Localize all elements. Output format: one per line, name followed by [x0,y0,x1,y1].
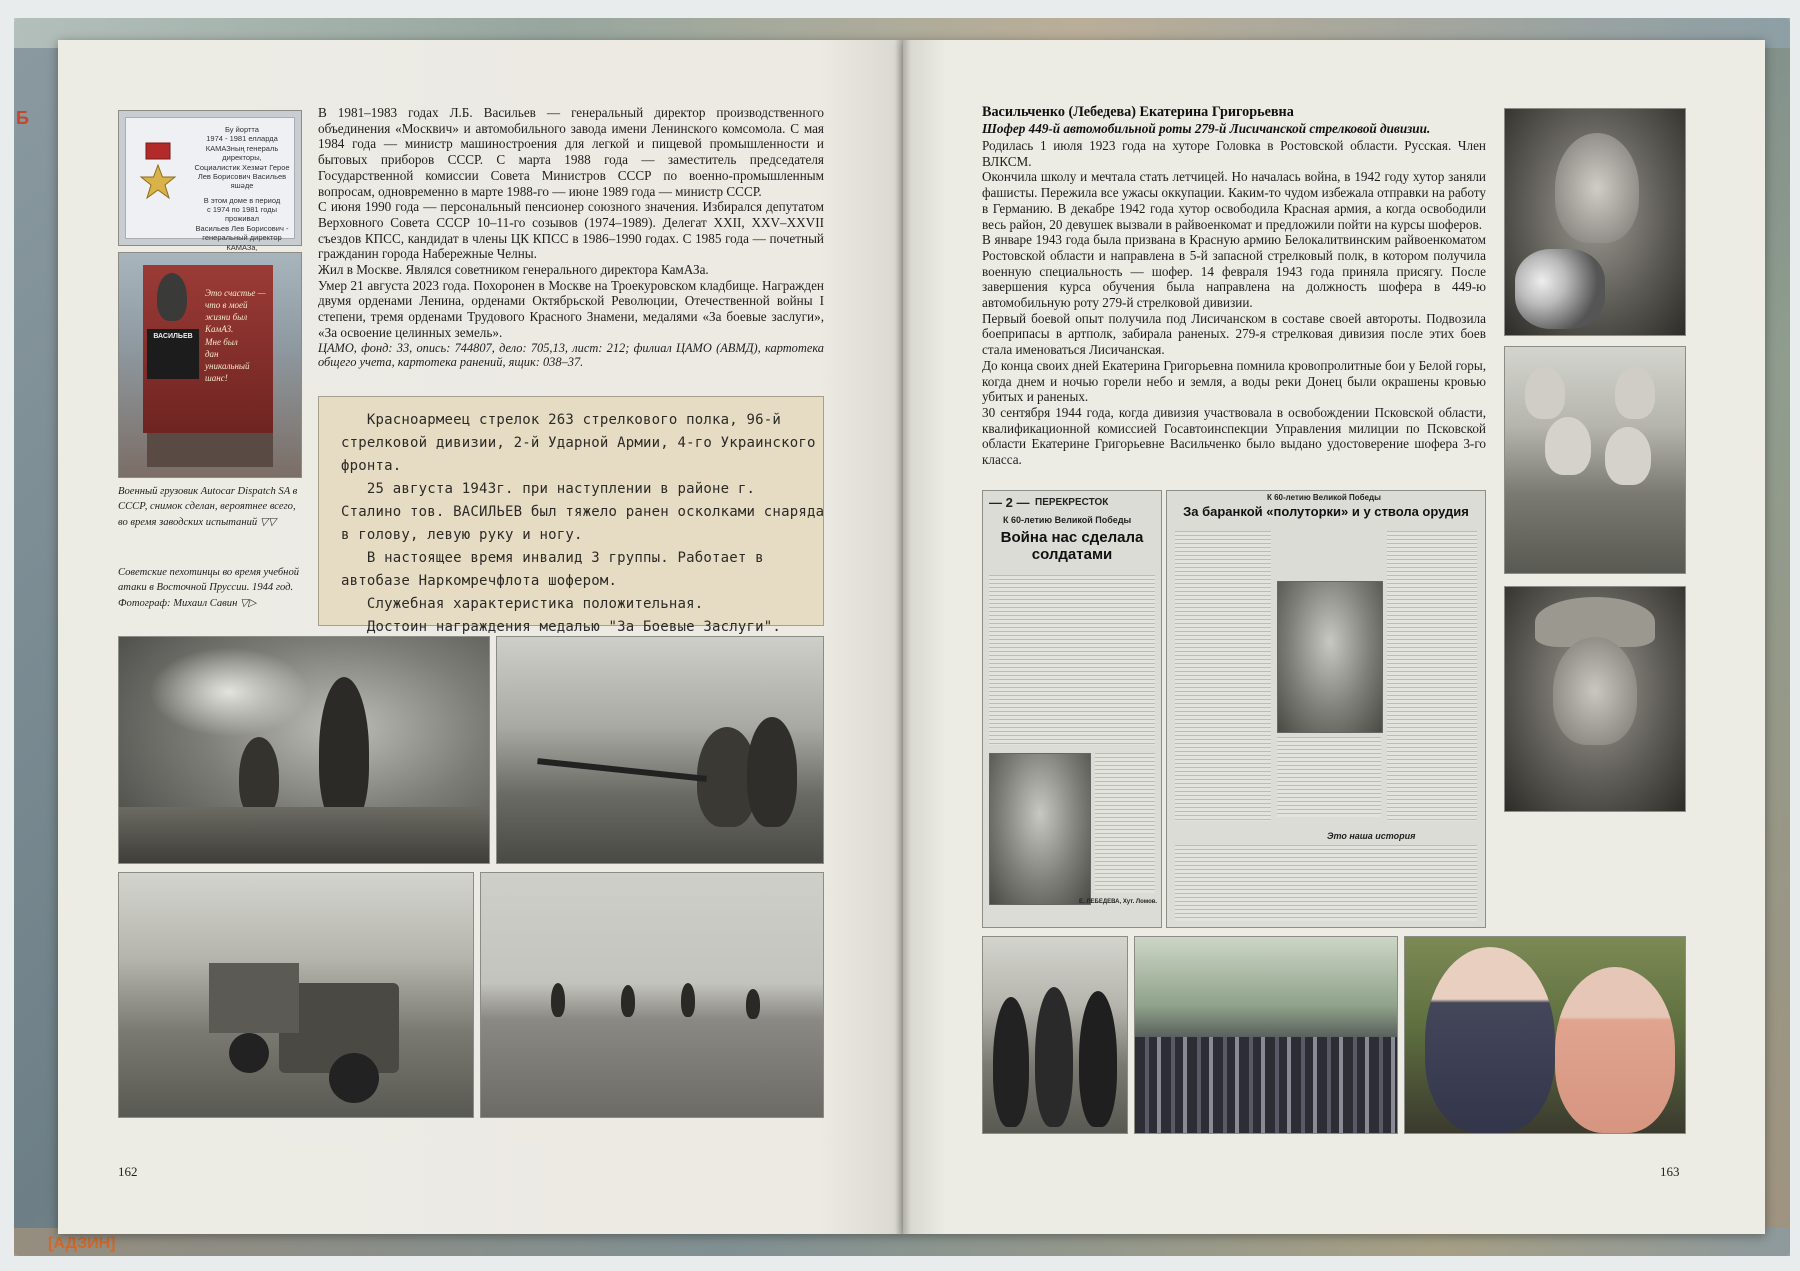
inscription-line: КамАЗ. [205,324,234,335]
person-role-subheading: Шофер 449-й автомобильной роты 279-й Лисичанской стрелковой дивизии. [982,121,1431,136]
monument-name-plate: ВАСИЛЬЕВ [147,329,199,379]
field-advance-photo [480,872,824,1118]
flowers [1515,249,1605,329]
book-gutter [895,40,911,1234]
inscription-line: Это счастье — [205,288,266,298]
face [1605,427,1651,485]
machine-gun [537,758,707,782]
memorial-plaque-photo [118,110,302,252]
military-truck-photo [118,872,474,1118]
paragraph: До конца своих дней Екатерина Григорьевна помнила кровопролитные бои у Белой горы, когда днем и ночью горели небо и земля, а воды реки Донец были окрашены кровью убитых и раненых. [982,357,1486,405]
right-body-text [982,138,1486,468]
portrait-photo-1 [1504,108,1686,336]
hero-star-icon [137,141,179,211]
newspaper-masthead: ПЕРЕКРЕСТОК [1035,497,1109,508]
plaque-line: Васильев Лев Борисович - [195,223,289,233]
background-orange-word: [АДЗИН] [48,1235,116,1252]
person-figure [993,997,1029,1127]
plaque-text [189,125,295,271]
newspaper-section: К 60-летию Великой Победы [1003,515,1132,525]
left-body-text [318,105,824,370]
monument-inscription [205,287,271,384]
plaque-line: яшәде [230,181,254,191]
paragraph: Умер 21 августа 2023 года. Похоронен в Москве на Троекуровском кладбище. Награжден двумя орденами Ленина, орденами Октябрьской Революции, Отечественной войны I степени, тремя орденами Трудового Красного Знамени, медалями «За боевые заслуги», «За освоение целинных земель». [318,277,824,340]
elderly-couple-photo [1404,936,1686,1134]
newspaper-page-label: — 2 — [989,495,1030,510]
document-line: 25 августа 1943г. при наступлении в районе г. [341,481,756,497]
plaque-line: Социалистик Хезмәт Герое [194,162,290,172]
document-line: В настоящее время инвалид 3 группы. Работает в [341,550,764,566]
bust-sculpture [157,273,187,321]
inscription-line: уникальный [205,360,250,371]
woman-figure [1555,967,1675,1133]
paragraph: С июня 1990 года — персональный пенсионер союзного значения. Избирался депутатом Верховного Совета СССР 10–11-го созывов (1974–1989). Делегат XXII, XXV–XXVII съездов КПСС, кандидат в члены ЦК КПСС в 1986–1990 годах. С 1985 года — почетный гражданин города Набережные Челны. [318,199,824,262]
crowd [1135,1037,1397,1133]
face [1553,637,1637,745]
truck-bed [209,963,299,1033]
face [1545,417,1591,475]
newspaper-text-block [1387,531,1477,821]
person-figure [1035,987,1073,1127]
newspaper-portrait [1277,581,1383,733]
inscription-line: Мне был [205,336,238,347]
newspaper-signature: Е. ЛЕБЕДЕВА, Хут. Ломов. [1079,899,1158,905]
document-line: Достоин награждения медалью "За Боевые Заслуги". [341,619,782,635]
inscription-line: жизни был [205,312,248,323]
document-line: Служебная характеристика положительная. [341,596,704,612]
plaque-line: Бу йортта [225,125,259,134]
family-group-photo [982,936,1128,1134]
inscription-line: шанс! [205,372,228,383]
soldier-figure [746,989,760,1019]
monument-photo [118,252,302,478]
newspaper-text-block [1175,845,1477,921]
trench [119,807,489,863]
paragraph: Первый боевой опыт получила под Лисичанском в составе своей автороты. Подвозила боеприпасы в артполк, забирала раненых. 279-я стрелковая дивизия после этих боев стала именоваться Лисичанская. [982,310,1486,358]
document-line: в голову, левую руку и ногу. [341,527,583,543]
soldier-figure [681,983,695,1017]
paragraph: В январе 1943 года была призвана в Красную армию Белокалитвинским райвоенкоматом Ростовской области и направлена в 5-й запасной стрелковый полк, в котором получила военную специальность — шофер. 14 февраля 1943 года приняла присягу. После завершения курса обучения была направлена на должность шофера в 449-ю автомобильную роту 279-й стрелковой дивизии. [982,232,1486,311]
soldier-figure [319,677,369,827]
caption-infantry: Советские пехотинцы во время учебной атаки в Восточной Пруссии. 1944 год. Фотограф: Михаил Савин ▽▷ [118,567,300,609]
portrait-photo-2 [1504,586,1686,812]
inscription-line: что в моей [205,300,248,311]
paragraph: В 1981–1983 годах Л.Б. Васильев — генеральный директор производственного объединения «Москвич» и автомобильного завода имени Ленинского комсомола. С мая 1984 года — министр машиностроения для легкой и пищевой промышленности и бытовых приборов СССР. С марта 1988 года — заместитель председателя Государственной комиссии Совета Министров СССР по военно-промышленным вопросам, одновременно в марте 1988-го — июне 1989 года — министр СССР. [318,105,824,199]
archive-reference: ЦАМО, фонд: 33, опись: 744807, дело: 705,13, лист: 212; филиал ЦАМО (АВМД), картотека общего учета, картотека ранений, ящик: 038–37. [318,340,824,370]
document-line: фронта. [341,458,402,474]
plaque-line: КАМАЗның генераль директоры, [205,143,279,163]
smoke [149,647,309,737]
face [1615,367,1655,419]
newspaper-headline: За баранкой «полуторки» и у ствола орудия [1183,504,1469,519]
plaque-line: Лев Борисович Васильев [197,171,287,181]
newspaper-section: К 60-летию Великой Победы [1267,493,1381,502]
truck-wheel [329,1053,379,1103]
person-name-heading: Васильченко (Лебедева) Екатерина Григорьевна [982,104,1294,120]
newspaper-text-block [989,575,1155,745]
person-figure [1079,991,1117,1127]
paragraph: Окончила школу и мечтала стать летчицей. Но началась война, в 1942 году хутор заняли фашисты. Пережила все ужасы оккупации. Каким-то чудом избежала отправки на работу в Германию. В декабре 1942 года хутор освободила Красная армия, а когда освободили весь район, 20 девушек вызвали в райвоенкомат и предложили пойти на курсы шоферов. [982,169,1486,232]
paragraph: 30 сентября 1944 года, когда дивизия участвовала в освобождении Псковской области, квалификационной комиссией Госавтоинспекции Управления милиции по Псковской области Екатерине Григорьевне Васильченко было выдано удостоверение шофера 3-го класса. [982,404,1486,468]
document-typed-text [341,409,825,639]
soldier-figure [239,737,279,817]
document-line: стрелковой дивизии, 2-й Ударной Армии, 4-го Украинского [341,435,816,451]
plaque-line: В этом доме в период [203,195,281,205]
newspaper-text-block [1277,737,1381,817]
face [1525,367,1565,419]
page-number-right: 163 [1660,1164,1680,1179]
caption-truck: Военный грузовик Autocar Dispatch SA в СССР, снимок сделан, вероятнее всего, во время заводских испытаний ▽▽ [118,486,298,528]
machine-gun-crew-photo [496,636,824,864]
newspaper-headline: Война нас сделала солдатами [1000,529,1144,564]
soldier-figure [551,983,565,1017]
plaque-line: 1974 - 1981 елларда [206,134,278,144]
page-number-left: 162 [118,1164,138,1179]
document-line: автобазе Наркомречфлота шофером. [341,573,618,589]
face [1555,133,1639,243]
newspaper-portrait [989,753,1091,905]
background-red-letter: Б [16,108,29,128]
soldier-figure [621,985,635,1017]
man-figure [1425,947,1555,1133]
plaque-line: генеральный директор КАМАЗа, [202,233,282,252]
veterans-group-photo [1134,936,1398,1134]
infantry-attack-photo [118,636,490,864]
document-line: Сталино тов. ВАСИЛЬЕВ был тяжело ранен осколками снаряда [341,504,825,520]
newspaper-clipping-2 [1166,490,1486,928]
paragraph: Жил в Москве. Являлся советником генерального директора КамАЗа. [318,262,709,278]
newspaper-footer: Это наша история [1327,831,1416,841]
inscription-line: дан [205,348,219,359]
monument-base [147,433,273,467]
archival-document-scan [318,396,825,635]
newspaper-text-block [1175,531,1271,821]
document-line: Красноармеец стрелок 263 стрелкового полка, 96-й [341,412,782,428]
truck-wheel [229,1033,269,1073]
newspaper-text-block [1095,753,1155,893]
group-portrait-photo [1504,346,1686,574]
plaque-line: с 1974 по 1981 годы проживал [206,205,278,224]
newspaper-clipping-1 [982,490,1162,928]
paragraph: Родилась 1 июля 1923 года на хуторе Головка в Ростовской области. Русская. Член ВЛКСМ. [982,138,1486,169]
soldier-figure [747,717,797,827]
